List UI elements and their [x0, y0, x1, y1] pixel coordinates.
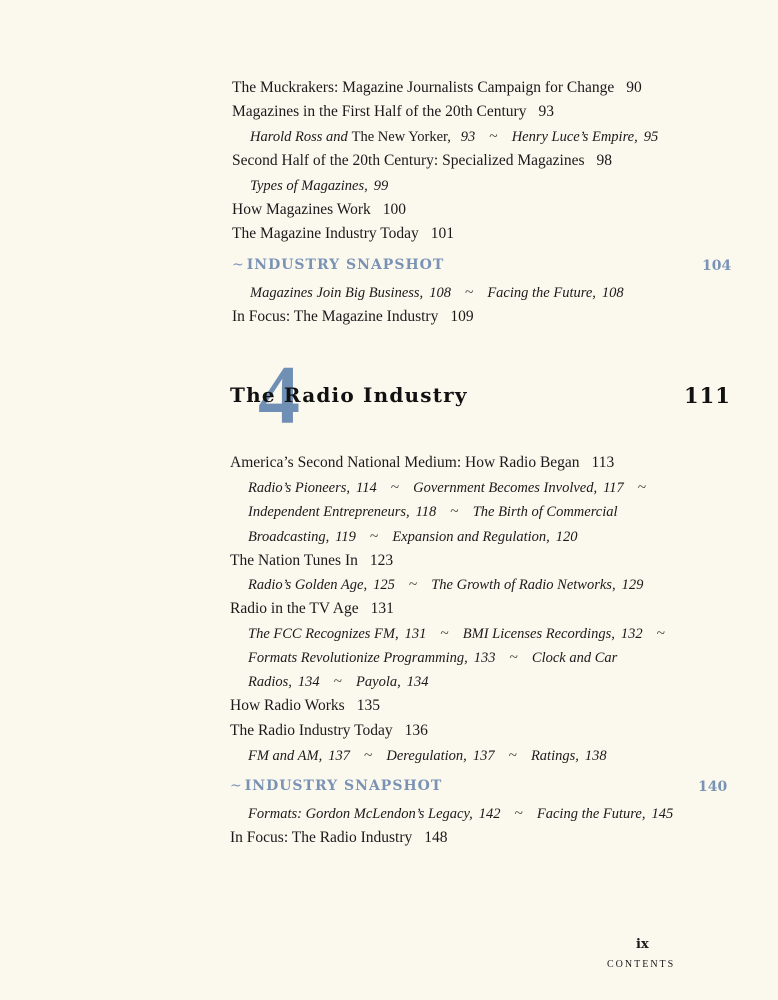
entry-title: The Radio Industry Today: [230, 722, 393, 739]
subentry-page: 119: [335, 529, 356, 545]
subentry-title: Independent Entrepreneurs,: [248, 504, 410, 520]
separator-tilde: ~: [408, 576, 418, 593]
entry-title: In Focus: The Radio Industry: [230, 829, 413, 846]
separator-tilde: ~: [637, 479, 647, 496]
separator-tilde: ~: [440, 625, 449, 642]
entry-page: 101: [430, 225, 454, 242]
subentry-page: 138: [584, 748, 607, 764]
subentry-title: Radio’s Pioneers,: [248, 480, 351, 496]
toc-subentry-row: [248, 624, 679, 644]
toc-entry: [230, 551, 393, 571]
toc-entry: [230, 696, 380, 716]
subentry-title: Payola,: [356, 674, 401, 690]
subentry-title: Magazines Join Big Business,: [250, 285, 424, 301]
subentry-title: Clock and Car: [531, 650, 618, 666]
entry-title: America’s Second National Medium: How Radio Began: [230, 454, 580, 471]
entry-page: 90: [626, 79, 642, 96]
toc-entry: [232, 307, 474, 327]
separator-tilde: ~: [656, 625, 665, 642]
subentry-title-continued: Broadcasting,: [248, 529, 330, 545]
subentry-title: Formats Revolutionize Programming,: [248, 650, 468, 666]
separator-tilde: ~: [364, 747, 373, 764]
chapter-title: The Radio Industry: [230, 383, 468, 407]
subentry-title: Government Becomes Involved,: [413, 480, 598, 496]
entry-page: 100: [382, 201, 407, 218]
subentry-title: Henry Luce’s Empire,: [511, 129, 638, 145]
toc-subentry-row: [248, 527, 578, 547]
subentry-title-continued: Radios,: [248, 674, 292, 690]
separator-tilde: ~: [333, 673, 343, 690]
subentry-page: 114: [356, 480, 377, 496]
entry-title: The Magazine Industry Today: [232, 225, 419, 242]
entry-title: How Radio Works: [230, 697, 345, 714]
entry-page: 123: [369, 552, 394, 569]
entry-page: 136: [404, 722, 428, 739]
subentry-page: 118: [415, 504, 437, 520]
separator-tilde: ~: [464, 284, 474, 301]
toc-entry: [232, 200, 406, 220]
snapshot-tilde: ~: [232, 257, 245, 273]
industry-snapshot-heading: [232, 257, 444, 273]
toc-entry: [230, 599, 394, 619]
toc-subentry-row: [248, 672, 429, 692]
entry-page: 131: [370, 600, 394, 617]
subentry-title: Facing the Future,: [536, 806, 646, 822]
subentry-title: Radio’s Golden Age,: [248, 577, 368, 593]
subentry-title: Types of Magazines,: [250, 178, 368, 194]
subentry-page: 117: [603, 480, 624, 496]
subentry-title: Harold Ross and: [250, 129, 348, 145]
chapter-number: 4: [258, 349, 300, 442]
subentry-page: 131: [404, 626, 427, 642]
subentry-title: The Birth of Commercial: [472, 504, 618, 520]
separator-tilde: ~: [509, 649, 518, 666]
subentry-title: BMI Licenses Recordings,: [462, 626, 615, 642]
snapshot-title: INDUSTRY SNAPSHOT: [244, 778, 443, 794]
snapshot-page: 104: [702, 258, 732, 274]
toc-entry: [230, 828, 448, 848]
entry-page: 135: [356, 697, 380, 714]
snapshot-tilde: ~: [230, 778, 243, 794]
subentry-title: Facing the Future,: [487, 285, 596, 301]
entry-page: 109: [450, 308, 474, 325]
separator-tilde: ~: [450, 503, 459, 520]
entry-page: 98: [596, 152, 613, 169]
toc-subentry-row: [250, 176, 388, 196]
subentry-page: 95: [643, 129, 659, 145]
toc-subentry-row: [248, 502, 618, 522]
toc-subentry-row: [248, 478, 660, 498]
entry-title: Second Half of the 20th Century: Specialized Magazines: [232, 152, 585, 169]
toc-entry: [230, 453, 614, 473]
subentry-page: 137: [328, 748, 350, 764]
toc-subentry-row: [248, 804, 673, 824]
subentry-title-upright: The New Yorker,: [351, 129, 451, 145]
entry-title: Magazines in the First Half of the 20th Century: [232, 103, 527, 120]
subentry-page: 134: [406, 674, 429, 690]
subentry-page: 133: [473, 650, 496, 666]
subentry-title: The FCC Recognizes FM,: [248, 626, 399, 642]
toc-entry: [232, 102, 554, 122]
snapshot-title: INDUSTRY SNAPSHOT: [246, 257, 445, 273]
subentry-title: Formats: Gordon McLendon’s Legacy,: [248, 806, 473, 822]
entry-page: 113: [591, 454, 615, 471]
subentry-page: 129: [621, 577, 644, 593]
entry-title: Radio in the TV Age: [230, 600, 359, 617]
toc-subentry-row: [248, 575, 643, 595]
subentry-page: 93: [460, 129, 476, 145]
entry-page: 148: [424, 829, 448, 846]
toc-subentry-row: [248, 648, 617, 668]
toc-entry: [232, 224, 454, 244]
entry-title: How Magazines Work: [232, 201, 371, 218]
subentry-title: Expansion and Regulation,: [392, 529, 550, 545]
subentry-page: 142: [478, 806, 501, 822]
entry-title: The Muckrakers: Magazine Journalists Campaign for Change: [232, 79, 615, 96]
toc-entry: [232, 151, 612, 171]
subentry-page: 137: [472, 748, 495, 764]
subentry-page: 108: [429, 285, 451, 301]
subentry-page: 145: [651, 806, 674, 822]
separator-tilde: ~: [514, 805, 523, 822]
toc-subentry-row: [250, 283, 624, 303]
subentry-page: 99: [373, 178, 389, 194]
chapter-page: 111: [684, 383, 731, 408]
subentry-page: 134: [297, 674, 320, 690]
separator-tilde: ~: [390, 479, 400, 496]
page-number: ix: [636, 937, 649, 952]
entry-title: The Nation Tunes In: [230, 552, 358, 569]
toc-subentry-row: [248, 746, 607, 766]
subentry-title: The Growth of Radio Networks,: [431, 577, 616, 593]
subentry-title: Deregulation,: [386, 748, 467, 764]
industry-snapshot-heading: [230, 778, 442, 794]
separator-tilde: ~: [508, 747, 517, 764]
snapshot-page: 140: [698, 779, 728, 795]
entry-page: 93: [538, 103, 554, 120]
running-footer: CONTENTS: [607, 959, 676, 970]
subentry-title: Ratings,: [530, 748, 579, 764]
subentry-page: 125: [373, 577, 395, 593]
separator-tilde: ~: [369, 528, 379, 545]
separator-tilde: ~: [489, 128, 498, 145]
subentry-page: 120: [555, 529, 578, 545]
toc-entry: [232, 78, 642, 98]
subentry-page: 132: [620, 626, 643, 642]
toc-entry: [230, 721, 428, 741]
subentry-page: 108: [601, 285, 624, 301]
toc-subentry-row: [250, 127, 658, 147]
entry-title: In Focus: The Magazine Industry: [232, 308, 439, 325]
subentry-title: FM and AM,: [248, 748, 323, 764]
